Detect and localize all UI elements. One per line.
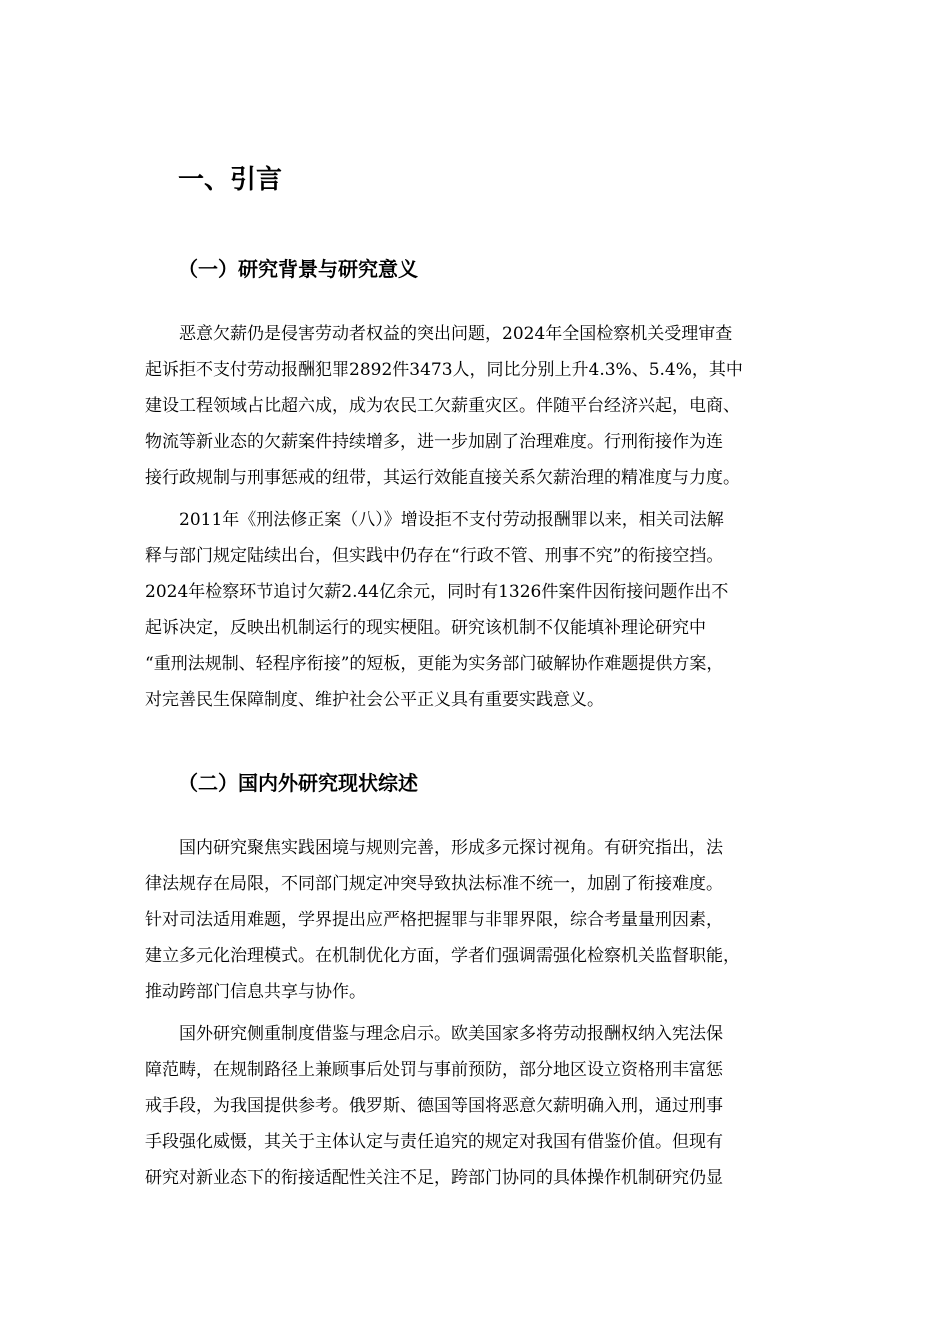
paragraph-line: 国外研究侧重制度借鉴与理念启示。欧美国家多将劳动报酬权纳入宪法保 [145,1024,723,1044]
paragraph-line: 障范畴，在规制路径上兼顾事后处罚与事前预防，部分地区设立资格刑丰富惩 [145,1060,723,1080]
paragraph-line: “重刑法规制、轻程序衔接”的短板，更能为实务部门破解协作难题提供方案， [145,654,724,674]
paragraph-line: 恶意欠薪仍是侵害劳动者权益的突出问题，2024年全国检察机关受理审查 [145,324,733,344]
paragraph-line: 建立多元化治理模式。在机制优化方面，学者们强调需强化检察机关监督职能， [145,946,740,966]
paragraph-line: 戒手段，为我国提供参考。俄罗斯、德国等国将恶意欠薪明确入刑，通过刑事 [145,1096,723,1116]
paragraph-line: 起诉拒不支付劳动报酬犯罪2892件3473人，同比分别上升4.3%、5.4%，其中 [145,360,743,380]
paragraph-line: 建设工程领域占比超六成，成为农民工欠薪重灾区。伴随平台经济兴起，电商、 [145,396,740,416]
paragraph-line: 2011年《刑法修正案（八）》增设拒不支付劳动报酬罪以来，相关司法解 [145,510,724,530]
paragraph-line: 手段强化威慑，其关于主体认定与责任追究的规定对我国有借鉴价值。但现有 [145,1132,723,1152]
paragraph-line: 针对司法适用难题，学界提出应严格把握罪与非罪界限，综合考量量刑因素， [145,910,723,930]
paragraph-line: 研究对新业态下的衔接适配性关注不足，跨部门协同的具体操作机制研究仍显 [145,1168,723,1188]
paragraph-line: 物流等新业态的欠薪案件持续增多，进一步加剧了治理难度。行刑衔接作为连 [145,432,723,452]
paragraph-line: 对完善民生保障制度、维护社会公平正义具有重要实践意义。 [145,690,604,710]
paragraph-line: 起诉决定，反映出机制运行的现实梗阻。研究该机制不仅能填补理论研究中 [145,618,706,638]
paragraph-line: 2024年检察环节追讨欠薪2.44亿余元，同时有1326件案件因衔接问题作出不 [145,582,729,602]
paragraph-line: 接行政规制与刑事惩戒的纽带，其运行效能直接关系欠薪治理的精准度与力度。 [145,468,740,488]
paragraph-line: 律法规存在局限，不同部门规定冲突导致执法标准不统一，加剧了衔接难度。 [145,874,723,894]
section-heading-literature: （二）国内外研究现状综述 [178,771,418,795]
chapter-heading: 一、引言 [178,165,283,195]
paragraph-line: 国内研究聚焦实践困境与规则完善，形成多元探讨视角。有研究指出，法 [145,838,723,858]
section-heading-background: （一）研究背景与研究意义 [178,257,418,281]
paragraph-line: 推动跨部门信息共享与协作。 [145,982,366,1002]
paragraph-line: 释与部门规定陆续出台，但实践中仍存在“行政不管、刑事不究”的衔接空挡。 [145,546,724,566]
